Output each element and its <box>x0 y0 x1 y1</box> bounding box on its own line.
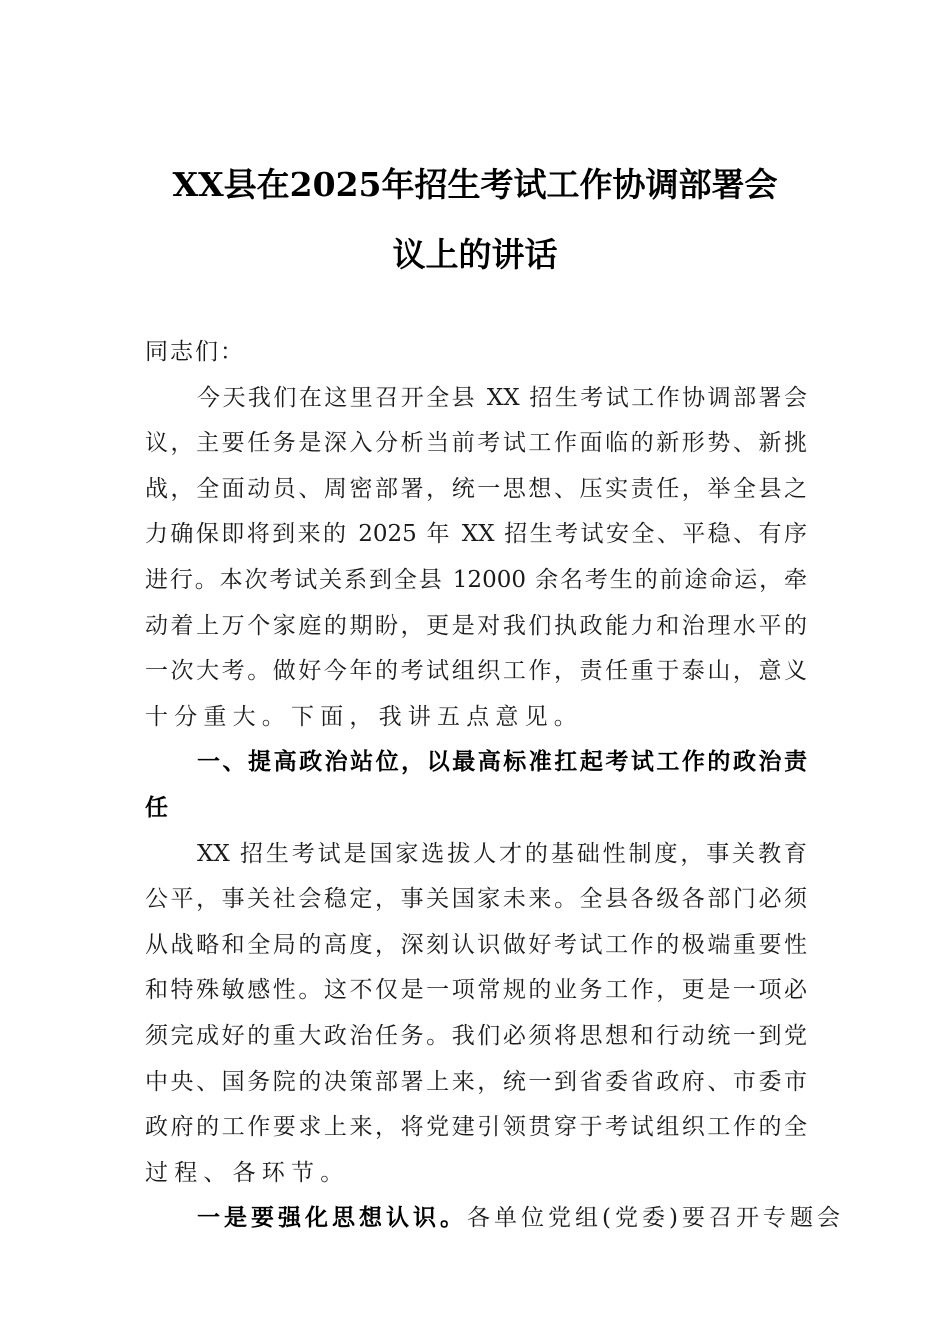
title-line-1: XX县在2025年招生考试工作协调部署会 <box>172 165 778 204</box>
salutation: 同志们： <box>145 339 245 365</box>
paragraph-text: 各单位党组(党委)要召开专题会 <box>467 1205 844 1232</box>
bold-lead: 一是要强化思想认识。 <box>197 1205 467 1232</box>
paragraph-line: 中央、国务院的决策部署上来，统一到省委省政府、市委市 <box>145 1068 807 1095</box>
document-title <box>145 150 805 290</box>
section-heading-1 <box>145 740 807 831</box>
paragraph-line: 一次大考。做好今年的考试组织工作，责任重于泰山，意义 <box>145 658 807 685</box>
paragraph-line: 过程、各环节。 <box>145 1159 350 1186</box>
paragraph-line: 动着上万个家庭的期盼，更是对我们执政能力和治理水平的 <box>145 612 807 639</box>
paragraph-point-1 <box>145 1196 844 1242</box>
paragraph-line <box>145 1196 844 1242</box>
paragraph-line: 十分重大。下面，我讲五点意见。 <box>145 703 583 730</box>
paragraph-line: 公平，事关社会稳定，事关国家未来。全县各级各部门必须 <box>145 886 807 913</box>
paragraph-line: 议，主要任务是深入分析当前考试工作面临的新形势、新挑 <box>145 430 807 457</box>
paragraph-line: 从战略和全局的高度，深刻认识做好考试工作的极端重要性 <box>145 931 807 958</box>
paragraph-line: 战，全面动员、周密部署，统一思想、压实责任，举全县之 <box>145 475 807 502</box>
paragraph-line: 今天我们在这里召开全县 XX 招生考试工作协调部署会 <box>197 384 807 411</box>
paragraph-line: 力确保即将到来的 2025 年 XX 招生考试安全、平稳、有序 <box>145 521 807 548</box>
paragraph-line: 须完成好的重大政治任务。我们必须将思想和行动统一到党 <box>145 1022 807 1049</box>
paragraph-intro <box>145 376 807 741</box>
paragraph-line: 进行。本次考试关系到全县 12000 余名考生的前途命运，牵 <box>145 566 807 593</box>
paragraph-line: XX 招生考试是国家选拔人才的基础性制度，事关教育 <box>197 840 807 867</box>
document-body <box>145 330 844 1242</box>
paragraph-section-1 <box>145 832 807 1197</box>
heading-line: 任 <box>145 794 175 821</box>
paragraph-line: 政府的工作要求上来，将党建引领贯穿于考试组织工作的全 <box>145 1114 807 1141</box>
heading-line: 一、提高政治站位，以最高标准扛起考试工作的政治责 <box>197 749 807 776</box>
title-line-2: 议上的讲话 <box>392 235 558 274</box>
paragraph-line: 和特殊敏感性。这不仅是一项常规的业务工作，更是一项必 <box>145 977 807 1004</box>
